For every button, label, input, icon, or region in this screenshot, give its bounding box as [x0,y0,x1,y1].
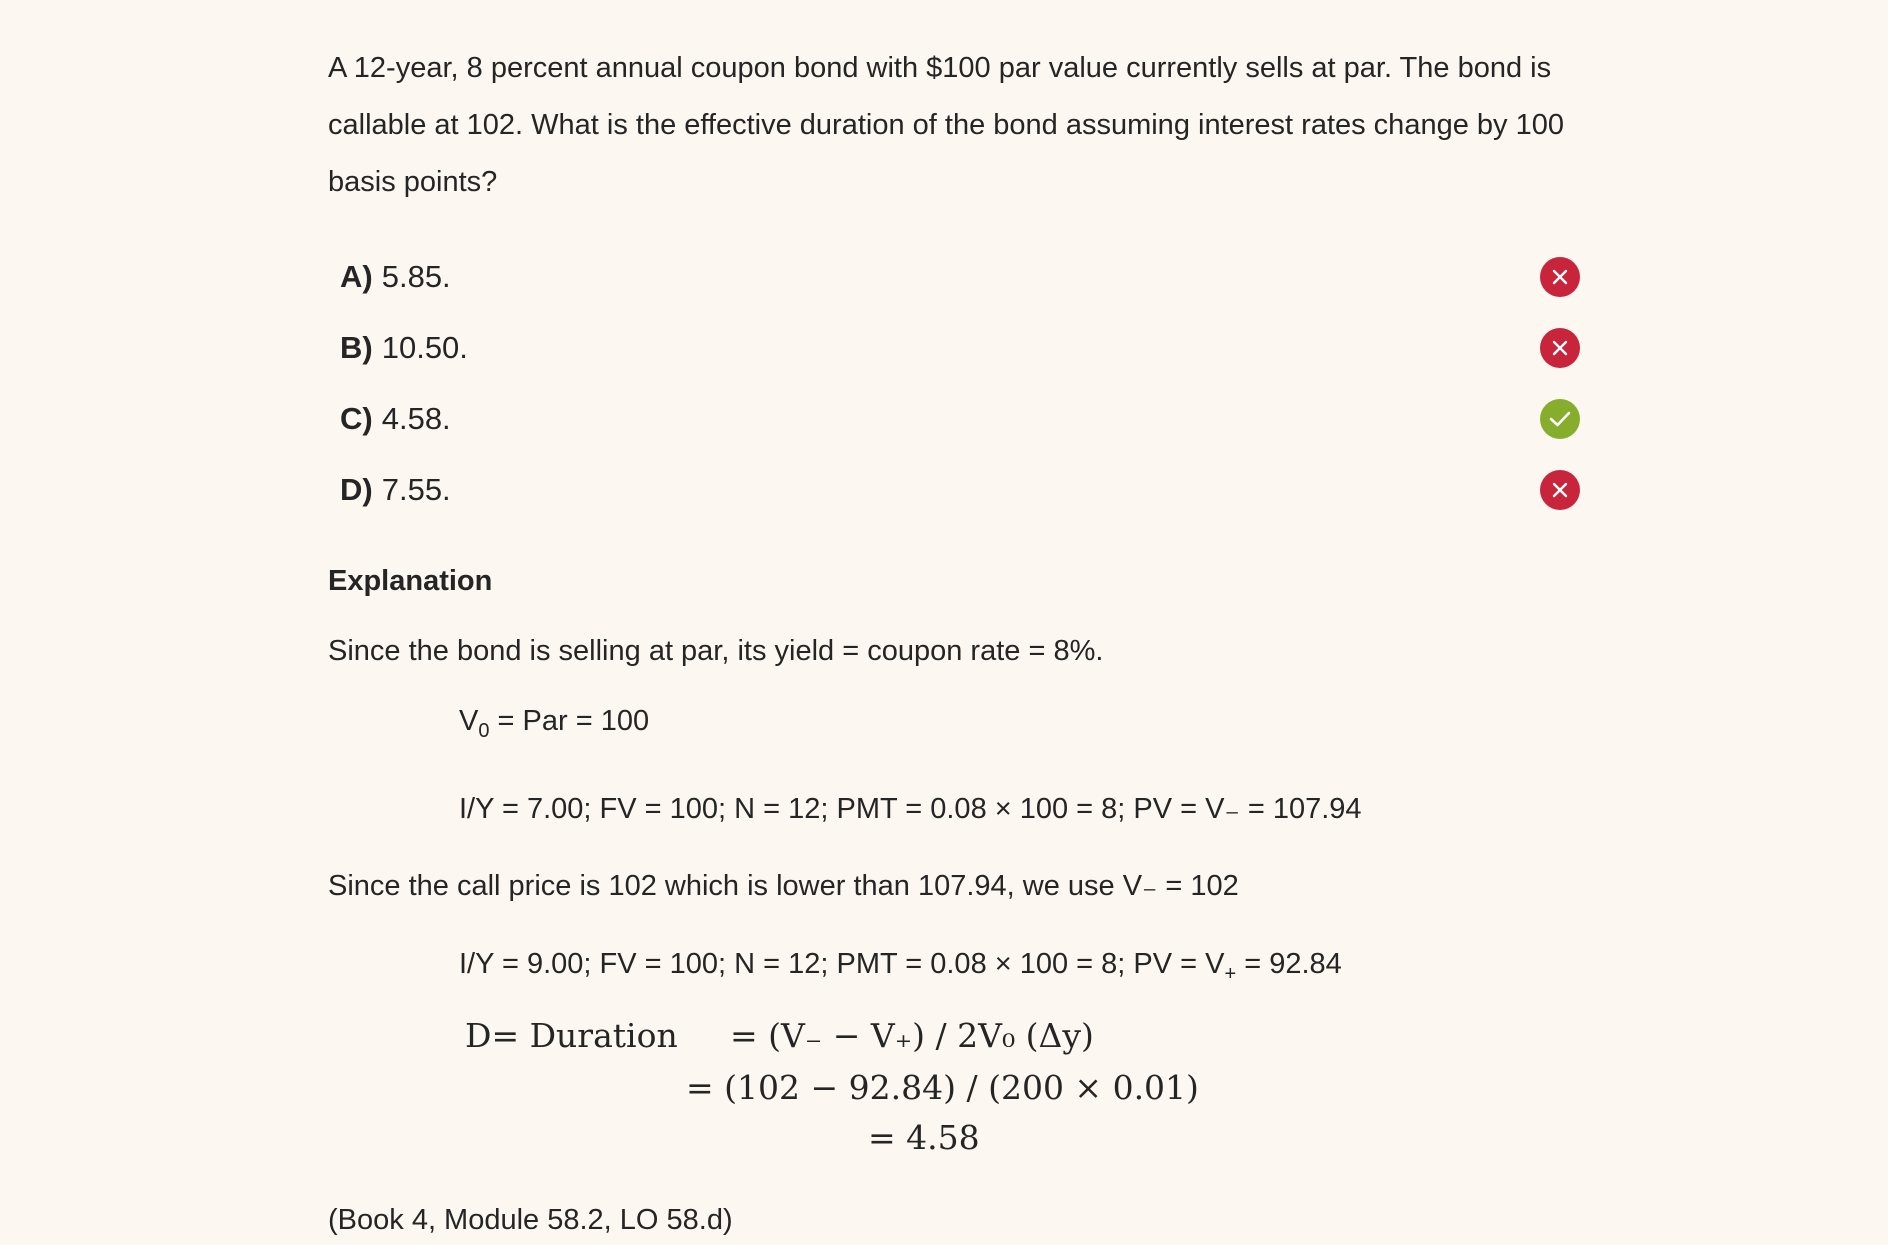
explanation-paragraph-call: Since the call price is 102 which is lower than 107.94, we use V₋ = 102 [328,869,1239,902]
choice-letter: B) [340,329,373,365]
choice-c [328,383,1588,454]
question-text: A 12-year, 8 percent annual coupon bond with $100 par value currently sells at par. The bond is callable at 102. What is the effective duration of the bond assuming interest rates change by 100 basis points? [328,52,1564,198]
duration-formula [328,1016,1588,1166]
choice-a [328,241,1588,312]
explanation-paragraph: Since the bond is selling at par, its yield = coupon rate = 8%. [328,635,1104,667]
calc-subscript: + [1224,962,1237,985]
v0-value: = Par = 100 [489,705,650,737]
choice-letter: D) [340,471,373,507]
reference: (Book 4, Module 58.2, LO 58.d) [328,1203,733,1236]
calc-line-up [328,944,1588,994]
choice-b [328,312,1588,383]
formula-row-2: = (102 − 92.84) / (200 × 0.01) [686,1067,1199,1107]
calc-line-down: I/Y = 7.00; FV = 100; N = 12; PMT = 0.08 × 100 = 8; PV = V₋ = 107.94 [459,792,1362,825]
choice-text: 10.50. [381,329,468,365]
x-circle-icon [1540,257,1580,297]
formula-label: D= Duration [465,1015,678,1055]
explanation-heading: Explanation [328,565,493,597]
question-review [328,40,1588,1240]
v0-symbol: V [459,705,479,737]
calc-result: = 92.84 [1236,947,1342,980]
v0-subscript: 0 [478,719,490,742]
formula-row-1: = (V₋ − V₊) / 2V₀ (Δy) [730,1015,1094,1055]
choice-letter: C) [340,400,373,436]
choice-d [328,454,1588,525]
x-circle-icon [1540,470,1580,510]
check-circle-icon [1540,399,1580,439]
calc-main: I/Y = 9.00; FV = 100; N = 12; PMT = 0.08 × 100 = 8; PV = V [459,947,1225,980]
choice-text: 4.58. [381,400,451,436]
choice-letter: A) [340,258,373,294]
answer-choices [328,241,1588,525]
choice-text: 7.55. [381,471,451,507]
formula-row-3: = 4.58 [868,1117,980,1157]
x-circle-icon [1540,328,1580,368]
choice-text: 5.85. [381,258,451,294]
v0-line [328,701,1588,751]
